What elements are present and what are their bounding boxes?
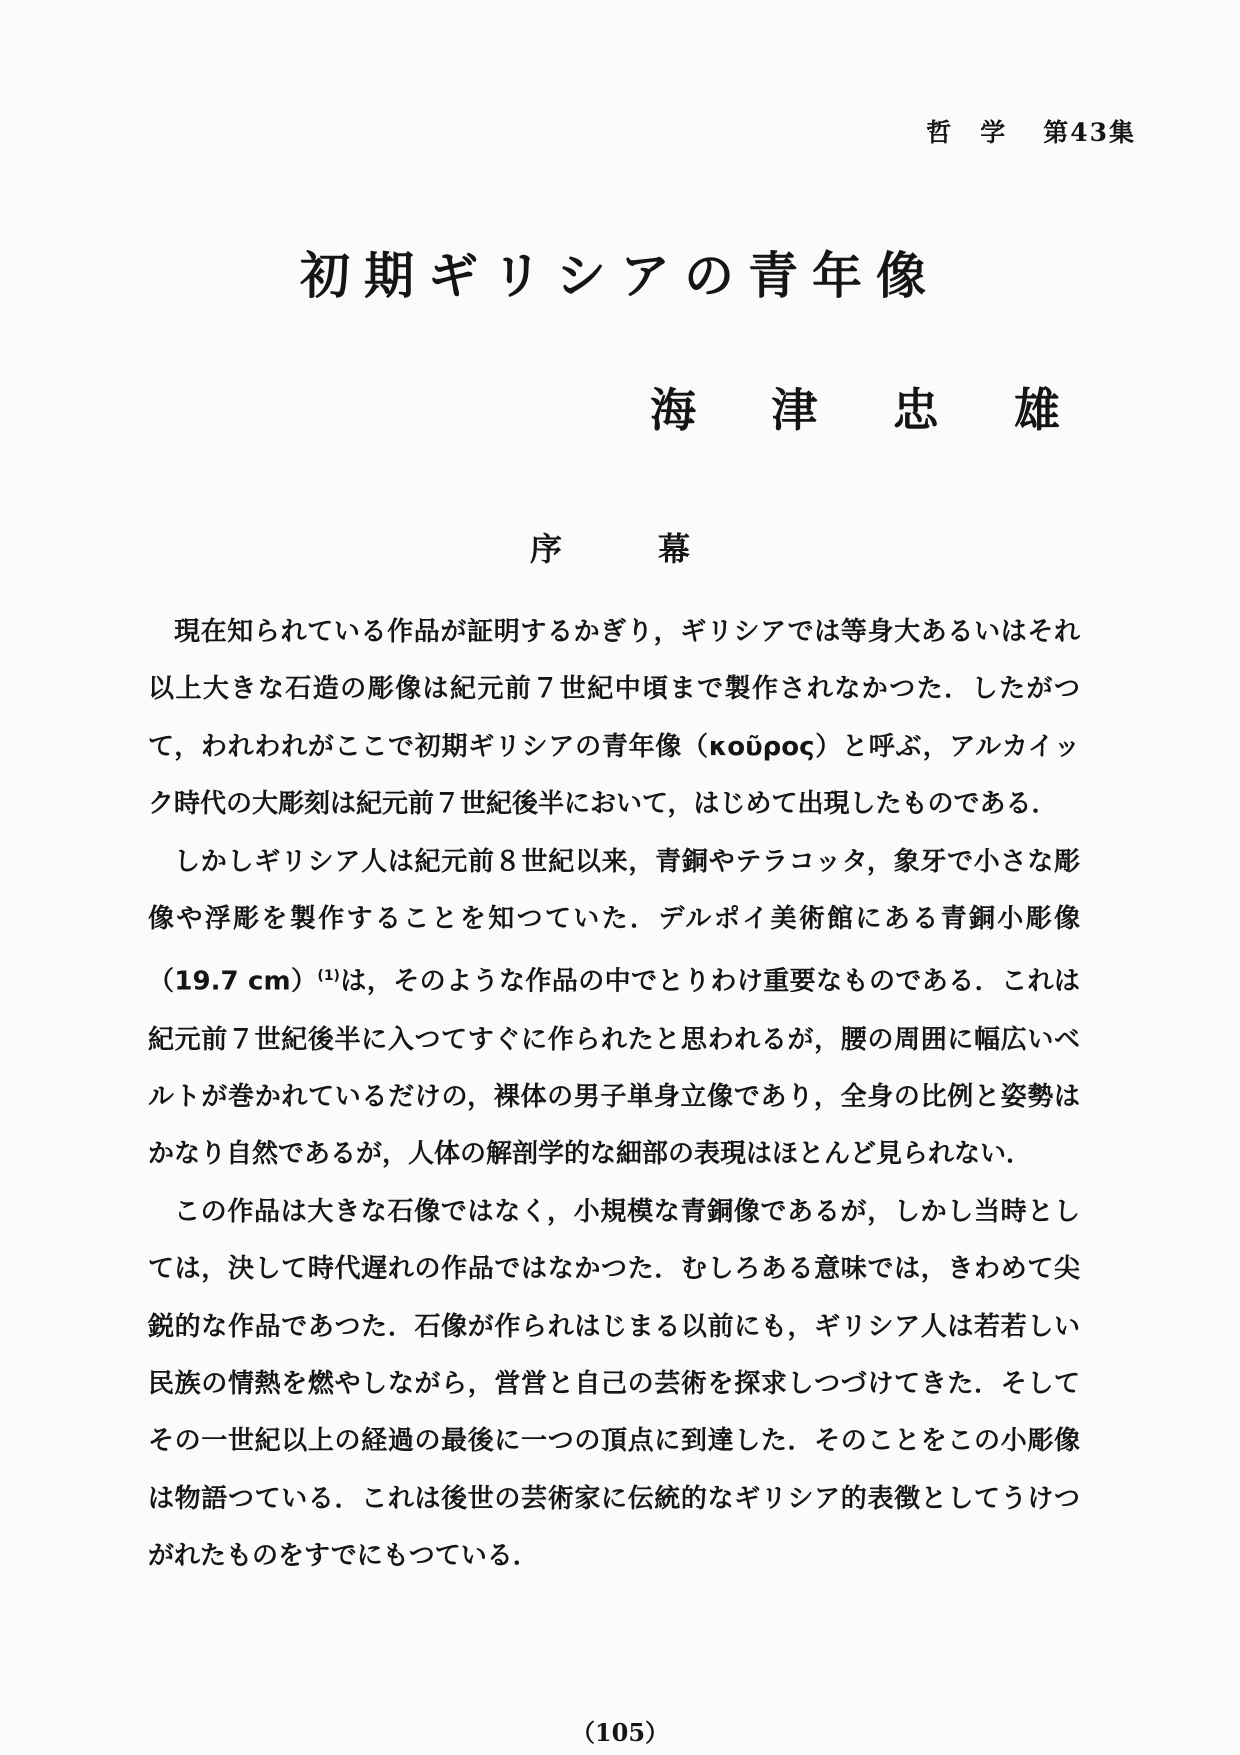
paragraph <box>148 604 1080 834</box>
page-number: （105） <box>570 1718 670 1747</box>
author-char: 忠 <box>892 383 939 437</box>
paragraph <box>148 1184 1080 1586</box>
paragraph-text: は，そのような作品の中でとりわけ重要なものである．これは紀元前７世紀後半に入つてすぐに作られたと思われるが，腰の周囲に幅広いベルトが巻かれているだけの，裸体の男子単身立像であり，全身の比例と姿勢はかなり自然であるが，人体の解剖学的な細部の表現はほとんど見られない． <box>148 967 1080 1170</box>
author-char: 津 <box>771 383 818 437</box>
section-heading <box>530 524 690 570</box>
paragraph-text: しかしギリシア人は紀元前８世紀以来，青銅やテラコッタ，象牙で小さな彫像や浮彫を製作することを知つていた．デルポイ美術館にある青銅小彫像（19.7 cm） <box>148 846 1080 998</box>
paragraph <box>148 834 1080 1184</box>
journal-name: 哲 学 <box>926 118 1008 147</box>
footnote-marker: (1) <box>317 968 340 985</box>
section-heading-char: 幕 <box>657 530 690 568</box>
section-heading-char: 序 <box>530 530 563 568</box>
author-char: 海 <box>650 383 696 437</box>
paragraph-text: 現在知られている作品が証明するかぎり，ギリシアでは等身大あるいはそれ以上大きな石造の彫像は紀元前７世紀中頃まで製作されなかつた．したがつて，われわれがここで初期ギリシアの青年像（κοῦρος）と呼ぶ，アルカイック時代の大彫刻は紀元前７世紀後半において，はじめて出現したものである． <box>148 617 1080 820</box>
body-text <box>148 604 1080 1586</box>
author-char: 雄 <box>1013 383 1060 437</box>
running-header <box>926 113 1136 149</box>
paragraph-text: この作品は大きな石像ではなく，小規模な青銅像であるが，しかし当時としては，決して時代遅れの作品ではなかつた．むしろある意味では，きわめて尖鋭的な作品であつた．石像が作られはじまる以前にも，ギリシア人は若若しい民族の情熱を燃やしながら，営営と自己の芸術を探求しつづけてきた．そしてその一世紀以上の経過の最後に一つの頂点に到達した．そのことをこの小彫像は物語つている．これは後世の芸術家に伝統的なギリシア的表徴としてうけつがれたものをすでにもつている． <box>148 1196 1080 1572</box>
issue-number: 第43集 <box>1043 118 1136 147</box>
author-name <box>650 374 1060 440</box>
article-title: 初期ギリシアの青年像 <box>300 246 940 305</box>
